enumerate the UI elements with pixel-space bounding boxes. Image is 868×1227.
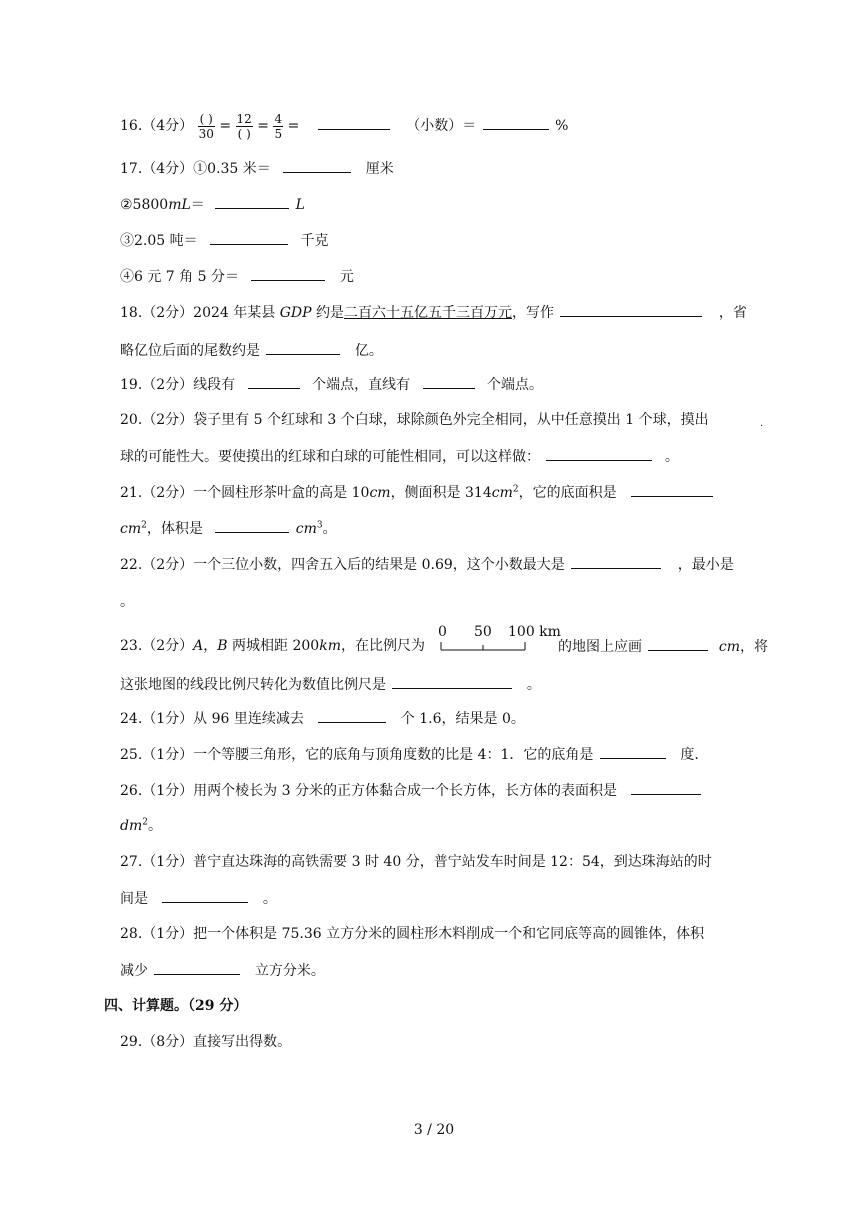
question-18: 18.（2分）2024 年某县 GDP 约是二百六十五亿五千三百万元，写作 ，省 bbox=[120, 302, 747, 323]
answer-blank[interactable] bbox=[571, 554, 661, 569]
answer-blank[interactable] bbox=[546, 446, 652, 461]
question-26-line-2: $dm^2$。 bbox=[120, 817, 162, 834]
answer-blank[interactable] bbox=[266, 340, 340, 355]
question-20: 20.（2分）袋子里有 5 个红球和 3 个白球，球除颜色外完全相同，从中任意摸出 1 个球，摸出 bbox=[120, 412, 709, 428]
answer-blank[interactable] bbox=[251, 266, 325, 281]
answer-blank[interactable] bbox=[162, 888, 248, 903]
answer-blank[interactable] bbox=[631, 482, 713, 497]
question-23-line-2: 这张地图的线段比例尺转化为数值比例尺是 。 bbox=[120, 674, 541, 695]
answer-blank[interactable] bbox=[210, 230, 288, 245]
question-28-line-2: 减少 立方分米。 bbox=[120, 960, 325, 981]
question-17: 17.（4分）①0.35 米＝ 厘米 bbox=[120, 158, 394, 179]
question-24: 24.（1分）从 96 里连续减去 个 1.6，结果是 0。 bbox=[120, 708, 525, 729]
scale-label-0: 0 bbox=[438, 624, 447, 640]
question-17-item-2: ②5800mL＝ L bbox=[120, 194, 305, 215]
answer-blank[interactable] bbox=[283, 158, 351, 173]
question-21: 21.（2分）一个圆柱形茶叶盒的高是 10cm，侧面积是 $314cm^2$，它的底面积是 bbox=[120, 482, 715, 503]
scale-label-50: 50 bbox=[474, 624, 492, 640]
question-18-line-2: 略亿位后面的尾数约是 亿。 bbox=[120, 340, 383, 361]
page-number: 3 / 20 bbox=[413, 1122, 455, 1138]
question-22-line-2: 。 bbox=[120, 594, 134, 610]
answer-blank[interactable] bbox=[560, 302, 702, 317]
scale-label-100: 100 km bbox=[508, 624, 561, 640]
answer-blank[interactable] bbox=[423, 374, 475, 389]
question-20-line-2: 球的可能性大。要使摸出的红球和白球的可能性相同，可以这样做： 。 bbox=[120, 446, 679, 467]
question-16: 16.（4分） $\frac{( )}{30}$ = $\frac{12}{( )}$ = $\frac{4}{5}$ = （小数）＝ % bbox=[120, 111, 569, 141]
scale-bar-line bbox=[440, 640, 540, 654]
question-26: 26.（1分）用两个棱长为 3 分米的正方体黏合成一个长方体，长方体的表面积是 bbox=[120, 780, 703, 801]
answer-blank[interactable] bbox=[215, 194, 289, 209]
answer-blank[interactable] bbox=[215, 518, 289, 533]
fraction-1: $\frac{( )}{30}$ bbox=[198, 111, 214, 141]
fraction-2: $\frac{12}{( )}$ bbox=[236, 111, 252, 141]
question-23-cont: 的地图上应画 cm，将 bbox=[558, 636, 768, 657]
question-29: 29.（8分）直接写出得数。 bbox=[120, 1034, 292, 1050]
question-27: 27.（1分）普宁直达珠海的高铁需要 3 时 40 分，普宁站发车时间是 12：54，到达珠海站的时 bbox=[120, 854, 712, 870]
answer-blank[interactable] bbox=[631, 780, 701, 795]
answer-blank[interactable] bbox=[483, 115, 549, 130]
answer-blank[interactable] bbox=[600, 744, 666, 759]
answer-blank[interactable] bbox=[648, 636, 708, 651]
answer-blank[interactable] bbox=[154, 960, 240, 975]
question-17-item-3: ③2.05 吨＝ 千克 bbox=[120, 230, 329, 251]
question-23: 23.（2分）A，B 两城相距 200km，在比例尺为 bbox=[120, 638, 425, 654]
q20-dot: . bbox=[760, 418, 764, 429]
question-22: 22.（2分）一个三位小数，四舍五入后的结果是 0.69，这个小数最大是 ，最小是 bbox=[120, 554, 734, 575]
section-4-title: 四、计算题。（29 分） bbox=[104, 998, 248, 1014]
line-scale-bar bbox=[440, 622, 570, 656]
fraction-3: $\frac{4}{5}$ bbox=[274, 111, 283, 141]
question-27-line-2: 间是 。 bbox=[120, 888, 277, 909]
answer-blank[interactable] bbox=[392, 674, 512, 689]
q16-lead: 16.（4分） bbox=[120, 118, 194, 134]
question-17-item-4: ④6 元 7 角 5 分＝ 元 bbox=[120, 266, 354, 287]
answer-blank[interactable] bbox=[318, 115, 390, 130]
answer-blank[interactable] bbox=[248, 374, 300, 389]
question-21-line-2: $cm^2$，体积是 $cm^3$。 bbox=[120, 518, 337, 539]
question-28: 28.（1分）把一个体积是 75.36 立方分米的圆柱形木料削成一个和它同底等高的圆锥体，体积 bbox=[120, 926, 705, 942]
question-19: 19.（2分）线段有 个端点，直线有 个端点。 bbox=[120, 374, 543, 395]
question-25: 25.（1分）一个等腰三角形，它的底角与顶角度数的比是 4：1．它的底角是 度. bbox=[120, 744, 699, 765]
q16-mid: （小数）＝ bbox=[406, 118, 477, 134]
answer-blank[interactable] bbox=[318, 708, 386, 723]
